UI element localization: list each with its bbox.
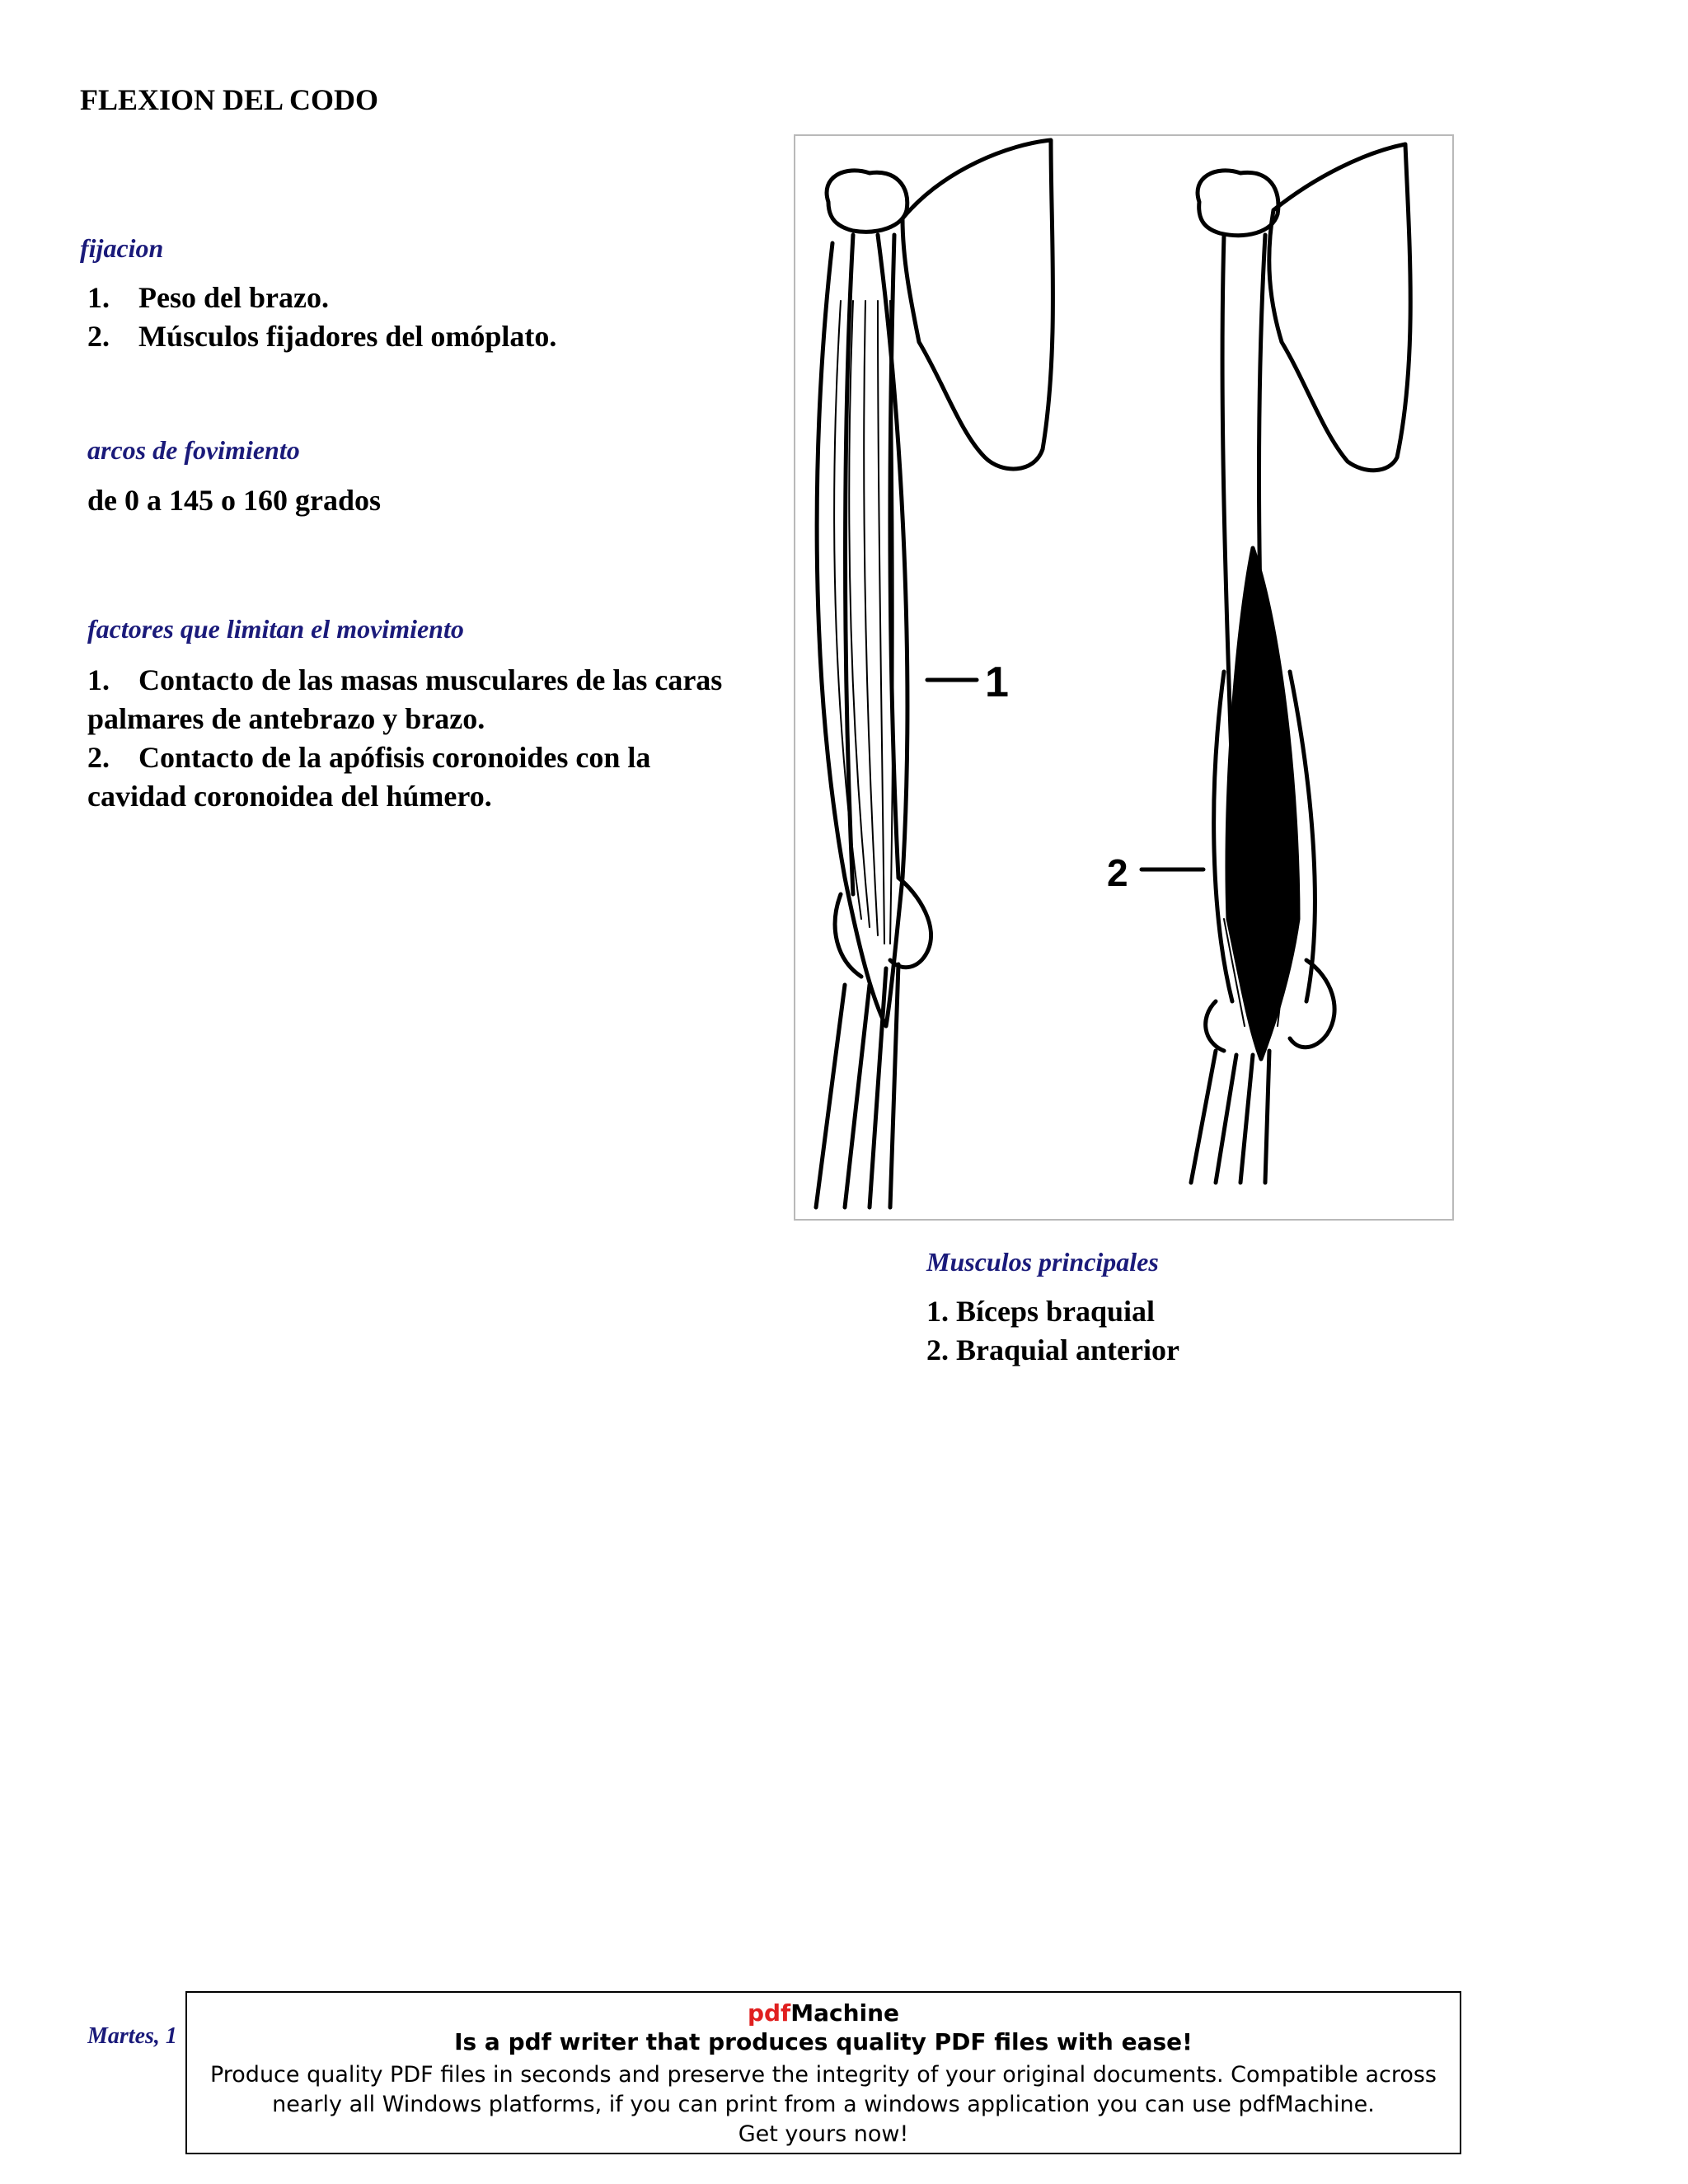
- ad-brand-black: Machine: [790, 1999, 900, 2027]
- list-number: 1.: [87, 663, 110, 696]
- arm-anatomy-drawing: [795, 136, 1452, 1219]
- arcos-text: de 0 a 145 o 160 grados: [87, 484, 382, 517]
- fijacion-list: [87, 279, 747, 356]
- factores-item-1: [87, 661, 730, 738]
- musculos-heading: Musculos principales: [926, 1247, 1159, 1277]
- pdfmachine-ad: [185, 1991, 1461, 2154]
- figure-label-2: 2: [1107, 851, 1128, 894]
- ad-body-line-3: Get yours now!: [738, 2121, 909, 2147]
- right-scapula: [1269, 144, 1410, 471]
- fijacion-heading: fijacion: [80, 233, 164, 263]
- musculos-item-2: 2. Braquial anterior: [926, 1333, 1179, 1366]
- left-forearm: [816, 964, 898, 1207]
- left-scapula: [903, 140, 1053, 469]
- list-text: Músculos fijadores del omóplato.: [138, 320, 557, 353]
- left-humeral-head: [827, 171, 907, 232]
- factores-item-2: [87, 738, 730, 816]
- list-item: [87, 317, 747, 356]
- arcos-heading: arcos de fovimiento: [87, 435, 300, 465]
- right-humeral-head: [1198, 171, 1278, 236]
- right-brachialis: [1227, 548, 1298, 1059]
- ad-tagline: Is a pdf writer that produces quality PDF files with ease!: [454, 2028, 1193, 2055]
- list-text: Contacto de la apófisis coronoides con la cavidad coronoidea del húmero.: [87, 741, 651, 813]
- ad-body-line-1: Produce quality PDF files in seconds and preserve the integrity of your original documents. Compatible across: [209, 2062, 1437, 2088]
- musculos-list: [926, 1292, 1421, 1370]
- ad-brand: [187, 1999, 1460, 2027]
- right-forearm: [1191, 1051, 1269, 1183]
- arm-anatomy-figure: [794, 134, 1454, 1221]
- list-number: 1.: [87, 281, 110, 314]
- list-text: Contacto de las masas musculares de las caras palmares de antebrazo y brazo.: [87, 663, 723, 735]
- ad-body-line-2: nearly all Windows platforms, if you can print from a windows application you can use pdfMachine.: [272, 2092, 1375, 2117]
- list-number: 2.: [87, 320, 110, 353]
- factores-heading: factores que limitan el movimiento: [87, 614, 464, 644]
- page-title: FLEXION DEL CODO: [80, 83, 379, 116]
- musculos-item-1: 1. Bíceps braquial: [926, 1295, 1156, 1328]
- list-text: Peso del brazo.: [138, 281, 329, 314]
- list-item: [87, 279, 747, 317]
- factores-list: [87, 661, 730, 816]
- ad-body: [187, 2060, 1460, 2149]
- ad-brand-red: pdf: [747, 1999, 791, 2027]
- footer-date: Martes, 1: [87, 2023, 177, 2049]
- list-number: 2.: [87, 741, 110, 774]
- figure-label-1: 1: [985, 658, 1009, 706]
